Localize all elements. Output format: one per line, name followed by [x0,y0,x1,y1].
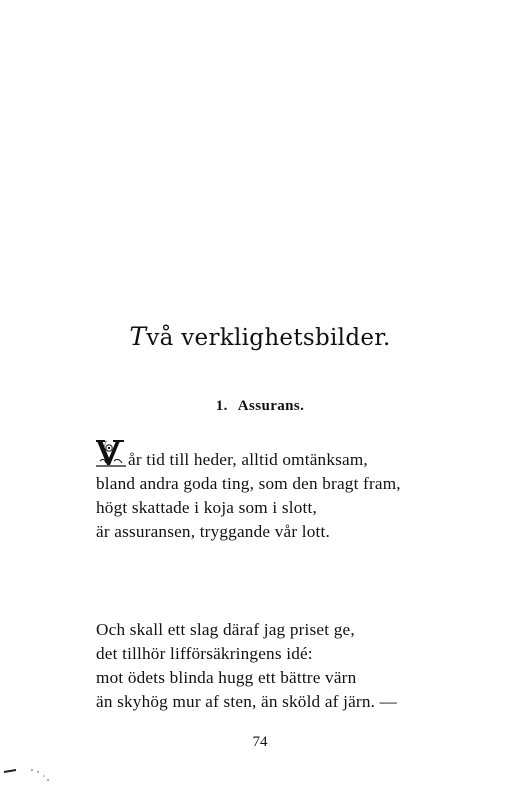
section-heading [0,398,520,415]
poem-title [0,322,520,351]
verse-line: bland andra goda ting, som den bragt fram, [96,474,401,493]
verse-line: högt skattade i koja som i slott, [96,498,317,517]
section-number: 1. [215,398,228,414]
verse-line: Och skall ett slag däraf jag priset ge, [96,620,355,639]
decorated-initial-v [96,440,126,469]
stanza-2 [96,618,496,714]
page-number: 74 [252,734,268,750]
verse-line: V år tid till heder, alltid omtänksam, [96,443,496,472]
verse-line: än skyhög mur af sten, än sköld af järn. — [96,692,397,711]
title-initial: T [129,322,147,351]
section-title: Assurans. [237,398,305,414]
scan-specks-decoration [0,760,80,790]
stanza-1 [96,440,496,544]
verse-line: det tillhör lifförsäkringens idé: [96,644,313,663]
verse-line: är assuransen, tryggande vår lott. [96,522,330,541]
verse-line: mot ödets blinda hugg ett bättre värn [96,668,357,687]
title-text: vå verklighetsbilder. [146,325,391,351]
ornament-icon [96,439,126,467]
svg-text:V: V [101,440,107,449]
